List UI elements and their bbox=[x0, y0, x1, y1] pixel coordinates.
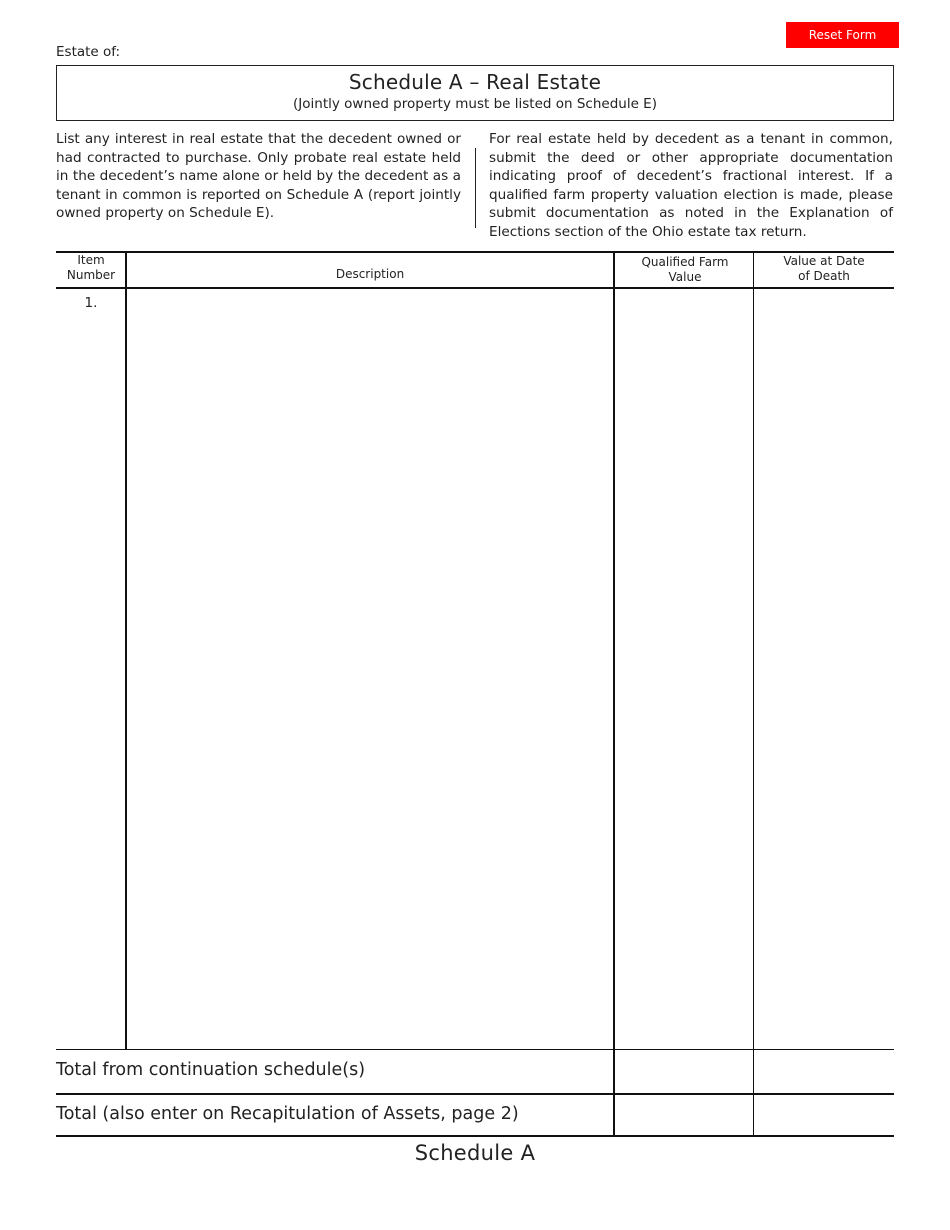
farm-value-column-divider bbox=[753, 251, 754, 1137]
table-header-border bbox=[56, 287, 894, 289]
page-title: Schedule A – Real Estate bbox=[348, 70, 602, 94]
page-subtitle: (Jointly owned property must be listed on Schedule E) bbox=[293, 96, 657, 112]
estate-of-input[interactable] bbox=[130, 40, 770, 62]
instructions-divider bbox=[475, 148, 476, 228]
schedule-title-box bbox=[56, 65, 894, 121]
qualified-farm-value-field[interactable] bbox=[618, 292, 750, 1044]
footer-schedule-label: Schedule A bbox=[414, 1141, 536, 1165]
header-description: Description bbox=[335, 267, 405, 281]
item-column-divider bbox=[125, 251, 127, 1050]
continuation-value-field[interactable] bbox=[758, 1058, 890, 1086]
description-column-divider bbox=[613, 251, 615, 1137]
continuation-row-border bbox=[56, 1093, 894, 1095]
description-field[interactable] bbox=[132, 292, 608, 1044]
total-farm-value-field[interactable] bbox=[618, 1101, 748, 1129]
continuation-farm-value-field[interactable] bbox=[618, 1058, 748, 1086]
total-row-border bbox=[56, 1135, 894, 1137]
total-value-field[interactable] bbox=[758, 1101, 890, 1129]
grand-total-label: Total (also enter on Recapitulation of Assets, page 2) bbox=[56, 1104, 519, 1124]
continuation-total-label: Total from continuation schedule(s) bbox=[56, 1060, 366, 1080]
instructions-right: For real estate held by decedent as a tenant in common, submit the deed or other appropriate documentation indicating proof of decedent’s fractional interest. If a qualified farm property valuation election is made, please submit documentation as noted in the Explanation of Elections section of the Ohio estate tax return. bbox=[489, 131, 893, 240]
estate-of-label: Estate of: bbox=[56, 44, 121, 60]
header-qualified-farm-value: Qualified Farm Value bbox=[641, 255, 729, 284]
value-at-death-field[interactable] bbox=[758, 292, 890, 1044]
instructions-left: List any interest in real estate that the decedent owned or had contracted to purchase. Only probate real estate held in the decedent’s name alone or held by the decedent as a tenant in common is reported on Schedule A (report jointly owned property on Schedule E). bbox=[56, 131, 461, 222]
table-body-bottom-border bbox=[56, 1049, 894, 1050]
item-number-cell: 1. bbox=[84, 295, 98, 311]
table-top-border bbox=[56, 251, 894, 253]
reset-form-button[interactable]: Reset Form bbox=[786, 22, 899, 48]
header-item-number: Item Number bbox=[66, 253, 116, 282]
header-value-at-death: Value at Date of Death bbox=[783, 254, 865, 283]
